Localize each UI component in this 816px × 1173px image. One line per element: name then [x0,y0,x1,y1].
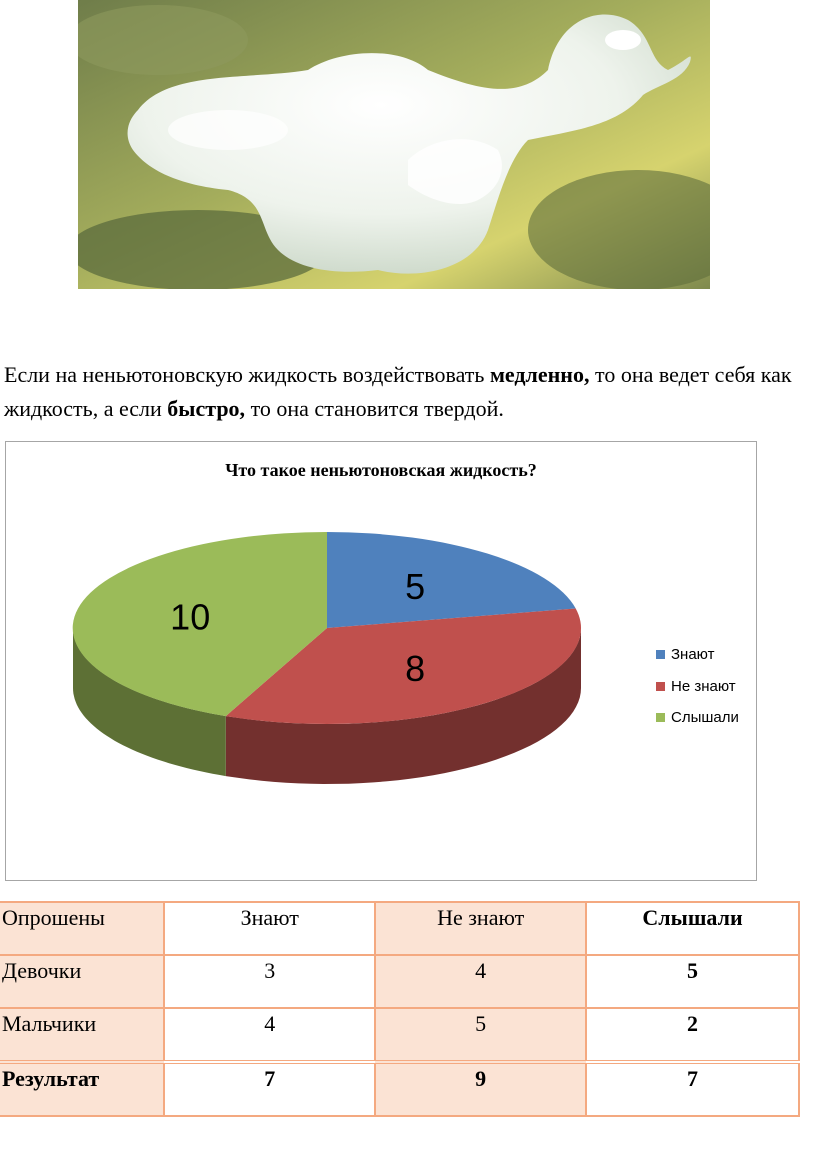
legend-swatch [656,713,665,722]
paragraph-text-2: то она ведет себя как жидкость, а если [4,362,792,421]
legend-item-dont-know [656,671,739,703]
paragraph-bold-slowly: медленно, [489,362,590,387]
slice-know-value-label: 5 [405,566,426,607]
legend-label: Не знают [671,677,736,695]
table-row [0,1008,799,1062]
slice-dont-know-value-label: 8 [405,648,426,689]
table-cell: Мальчики [0,1008,164,1062]
pie-chart-svg [6,442,756,880]
legend-item-know [656,639,739,671]
slice-heard-value-label: 10 [170,596,211,638]
legend-swatch [656,682,665,691]
table-cell: Девочки [0,955,164,1008]
table-row [0,955,799,1008]
table-cell: 3 [164,955,375,1008]
table-cell: 7 [586,1062,799,1116]
table-cell: 7 [164,1062,375,1116]
table-total-row [0,1062,799,1116]
fluid-photo [78,0,710,289]
table-header-row [0,902,799,955]
non-newtonian-fluid-image [78,0,710,289]
legend-swatch [656,650,665,659]
legend-item-heard [656,702,739,734]
table-header-cell: Не знают [375,902,586,955]
legend-label: Знают [671,646,715,664]
paragraph-text-3: то она становится твердой. [245,396,504,421]
table-cell: 5 [586,955,799,1008]
chart-title: Что такое неньютоновская жидкость? [225,460,537,480]
table-cell: Результат [0,1062,164,1116]
table-cell: 9 [375,1062,586,1116]
table-cell: 5 [375,1008,586,1062]
survey-table [0,901,800,1117]
table-header-cell: Слышали [586,902,799,955]
chart-legend [656,639,739,734]
table-header-cell: Опрошены [0,902,164,955]
paragraph-text-1: Если на неньютоновскую жидкость воздействовать [4,362,490,387]
description-paragraph [4,358,804,426]
legend-label: Слышали [671,709,739,727]
table-cell: 4 [375,955,586,1008]
pie-chart [5,441,757,881]
paragraph-bold-fast: быстро, [167,396,246,421]
table-header-cell: Знают [164,902,375,955]
table-cell: 4 [164,1008,375,1062]
table-cell: 2 [586,1008,799,1062]
